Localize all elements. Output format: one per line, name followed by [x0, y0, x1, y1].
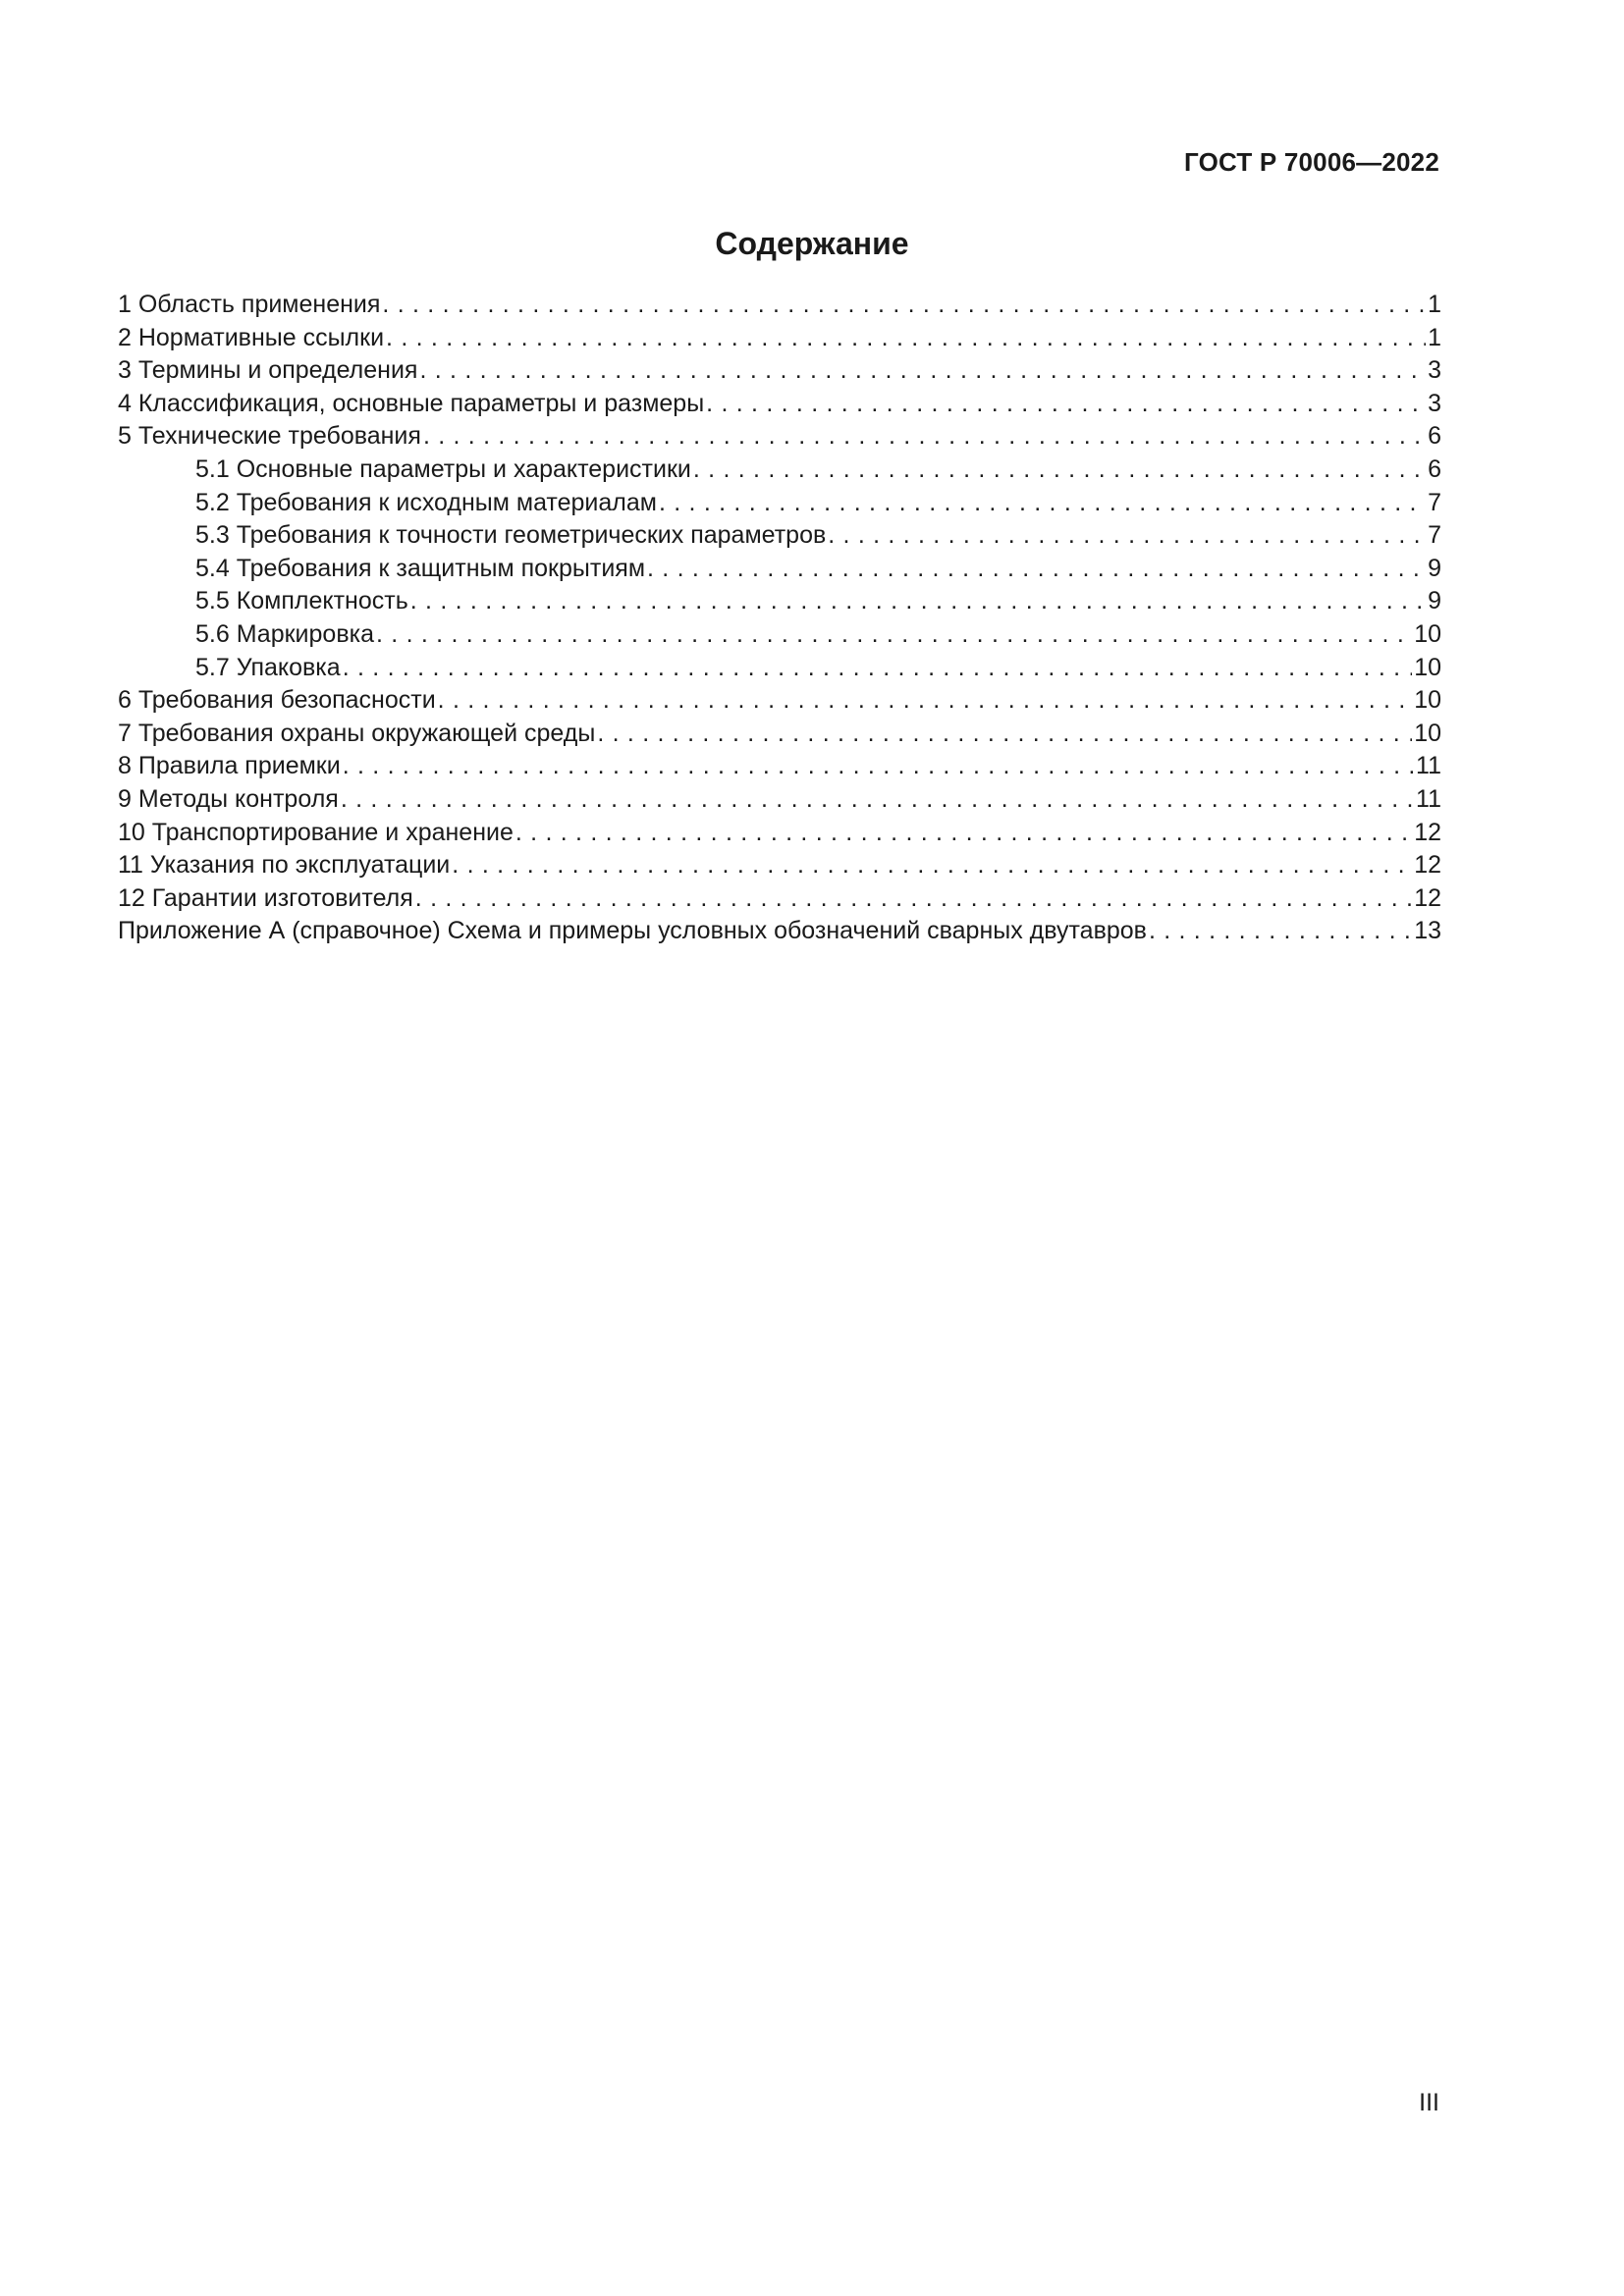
dot-leader	[376, 618, 1412, 652]
toc-entry[interactable]	[118, 322, 1441, 355]
toc-entry-page: 10	[1414, 686, 1441, 715]
dot-leader	[382, 289, 1426, 322]
toc-entry-page: 10	[1414, 719, 1441, 747]
toc-entry-page: 11	[1416, 784, 1441, 813]
toc-entry[interactable]	[118, 289, 1441, 322]
toc-entry-page: 11	[1416, 752, 1441, 780]
toc-entry[interactable]	[118, 882, 1441, 916]
dot-leader	[419, 354, 1426, 388]
toc-entry-page: 12	[1414, 818, 1441, 846]
toc-subentry[interactable]	[118, 454, 1441, 487]
toc-entry-page: 12	[1414, 851, 1441, 880]
toc-entry-label: 9 Методы контроля	[118, 784, 339, 813]
toc-subentry[interactable]	[118, 553, 1441, 586]
toc-entry-page: 1	[1428, 291, 1441, 318]
dot-leader	[706, 388, 1426, 421]
toc-entry-label: 4 Классификация, основные параметры и размеры	[118, 389, 705, 417]
toc-entry[interactable]	[118, 750, 1441, 783]
toc-subentry[interactable]	[118, 652, 1441, 685]
toc-entry-page: 10	[1414, 653, 1441, 681]
toc-entry-label: 1 Область применения	[118, 291, 381, 318]
toc-entry[interactable]	[118, 718, 1441, 751]
toc-entry-label: 5.5 Комплектность	[195, 587, 408, 615]
toc-subentry[interactable]	[118, 519, 1441, 553]
toc-entry-page: 10	[1414, 619, 1441, 648]
toc-entry-label: 11 Указания по эксплуатации	[118, 851, 451, 880]
toc-entry[interactable]	[118, 388, 1441, 421]
toc-entry-page: 7	[1428, 521, 1441, 550]
toc-entry-label: 5.7 Упаковка	[195, 653, 341, 681]
toc-entry-label: 5.1 Основные параметры и характеристики	[195, 454, 691, 483]
toc-entry-page: 9	[1428, 587, 1441, 615]
dot-leader	[410, 585, 1426, 618]
toc-entry-label: 8 Правила приемки	[118, 752, 341, 780]
dot-leader	[452, 849, 1412, 882]
dot-leader	[693, 454, 1426, 487]
toc-entry-label: 2 Нормативные ссылки	[118, 323, 385, 351]
toc-entry[interactable]	[118, 817, 1441, 850]
dot-leader	[423, 420, 1426, 454]
dot-leader	[343, 652, 1412, 685]
document-code: ГОСТ Р 70006—2022	[1184, 147, 1439, 177]
toc-entry[interactable]	[118, 684, 1441, 718]
dot-leader	[597, 718, 1412, 751]
toc-entry[interactable]	[118, 915, 1441, 948]
dot-leader	[647, 553, 1426, 586]
toc-entry-page: 7	[1428, 488, 1441, 516]
toc-entry-label: 5.3 Требования к точности геометрических параметров	[195, 521, 827, 550]
toc-entry-label: Приложение А (справочное) Схема и примеры условных обозначений сварных двутавров	[118, 917, 1147, 945]
toc-subentry[interactable]	[118, 618, 1441, 652]
toc-entry-label: 5 Технические требования	[118, 422, 421, 451]
toc-entry-page: 3	[1428, 389, 1441, 417]
toc-entry[interactable]	[118, 783, 1441, 817]
toc-entry-label: 10 Транспортирование и хранение	[118, 818, 514, 846]
toc-entry[interactable]	[118, 849, 1441, 882]
dot-leader	[415, 882, 1412, 916]
table-of-contents	[118, 289, 1441, 948]
toc-subentry[interactable]	[118, 585, 1441, 618]
dot-leader	[438, 684, 1413, 718]
dot-leader	[515, 817, 1412, 850]
toc-entry-page: 6	[1428, 454, 1441, 483]
toc-entry-label: 5.6 Маркировка	[195, 619, 374, 648]
toc-entry-page: 9	[1428, 554, 1441, 582]
dot-leader	[828, 519, 1426, 553]
toc-subentry[interactable]	[118, 487, 1441, 520]
toc-entry[interactable]	[118, 354, 1441, 388]
page-number: III	[1419, 2089, 1439, 2116]
dot-leader	[1149, 915, 1412, 948]
toc-entry-page: 3	[1428, 356, 1441, 385]
toc-entry[interactable]	[118, 420, 1441, 454]
dot-leader	[341, 783, 1414, 817]
toc-entry-page: 6	[1428, 422, 1441, 451]
toc-title: Содержание	[715, 226, 909, 261]
toc-entry-label: 3 Термины и определения	[118, 356, 418, 385]
dot-leader	[659, 487, 1426, 520]
toc-entry-label: 5.2 Требования к исходным материалам	[195, 488, 657, 516]
toc-entry-label: 12 Гарантии изготовителя	[118, 883, 413, 912]
dot-leader	[343, 750, 1414, 783]
dot-leader	[386, 322, 1426, 355]
toc-entry-label: 5.4 Требования к защитным покрытиям	[195, 554, 646, 582]
toc-entry-page: 13	[1414, 917, 1441, 945]
toc-entry-label: 6 Требования безопасности	[118, 686, 436, 715]
toc-entry-page: 12	[1414, 883, 1441, 912]
toc-entry-page: 1	[1428, 323, 1441, 351]
toc-entry-label: 7 Требования охраны окружающей среды	[118, 719, 596, 747]
